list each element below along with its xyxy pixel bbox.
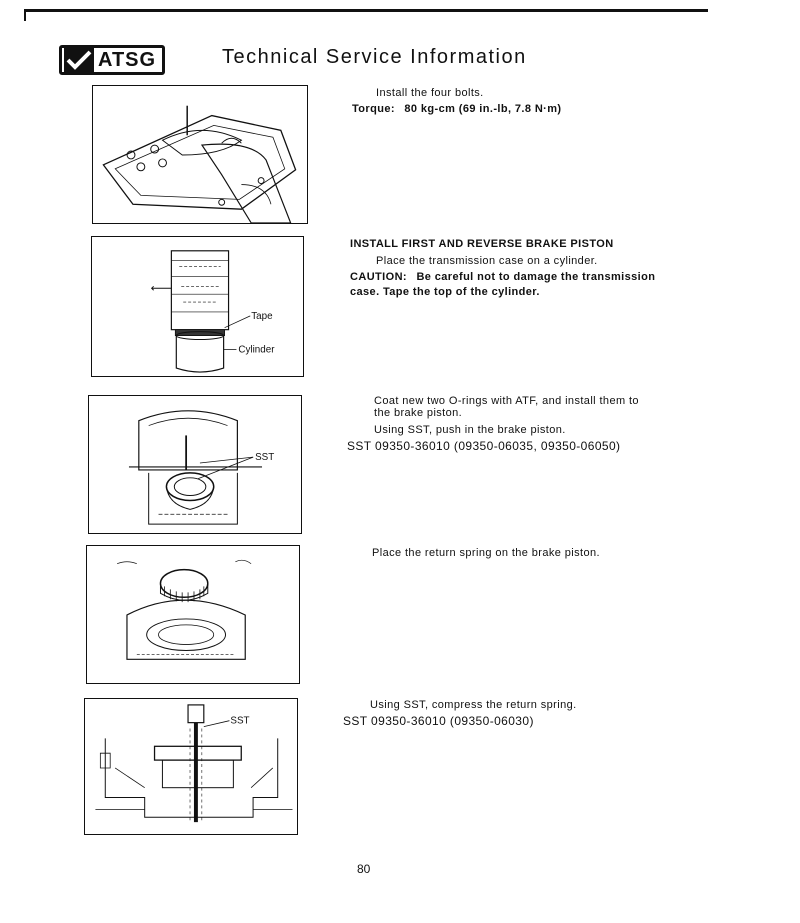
checkmark-flag-icon bbox=[64, 48, 94, 72]
sst-label-2: SST bbox=[230, 715, 250, 727]
step3-line4: SST 09350-36010 (09350-06035, 09350-06050) bbox=[347, 439, 621, 453]
step5-line1: Using SST, compress the return spring. bbox=[370, 699, 577, 711]
brake-piston-illustration bbox=[89, 396, 301, 533]
left-rule bbox=[24, 9, 26, 21]
step4-line1: Place the return spring on the brake piston. bbox=[372, 547, 600, 559]
figure-case-on-cylinder bbox=[91, 236, 304, 377]
step3-line2: the brake piston. bbox=[374, 407, 463, 419]
figure-install-bolts bbox=[92, 85, 308, 224]
torque-value: 80 kg-cm (69 in.-lb, 7.8 N·m) bbox=[404, 103, 562, 115]
caution-line2: case. Tape the top of the cylinder. bbox=[350, 286, 540, 298]
torque-label: Torque: bbox=[352, 103, 395, 115]
cylinder-illustration bbox=[92, 237, 303, 376]
caution-label: CAUTION: bbox=[350, 271, 407, 283]
compress-spring-illustration bbox=[85, 699, 297, 834]
figure-return-spring bbox=[86, 545, 300, 684]
step3-line1: Coat new two O-rings with ATF, and install them to bbox=[374, 395, 639, 407]
bolts-illustration bbox=[93, 86, 307, 223]
step2-line1: Place the transmission case on a cylinder. bbox=[376, 255, 598, 267]
step3-line3: Using SST, push in the brake piston. bbox=[374, 424, 566, 436]
top-rule bbox=[24, 9, 708, 12]
page-number: 80 bbox=[357, 862, 371, 876]
caution-line1 bbox=[350, 269, 655, 285]
step1-line1: Install the four bolts. bbox=[376, 87, 484, 99]
sst-label-1: SST bbox=[255, 452, 275, 464]
figure-compress-spring bbox=[84, 698, 298, 835]
tape-label: Tape bbox=[251, 310, 273, 322]
caution-text-1: Be careful not to damage the transmission bbox=[416, 271, 656, 283]
return-spring-illustration bbox=[87, 546, 299, 683]
section-heading: INSTALL FIRST AND REVERSE BRAKE PISTON bbox=[350, 238, 614, 250]
cylinder-label: Cylinder bbox=[238, 344, 275, 356]
torque-line bbox=[352, 101, 562, 117]
figure-push-piston bbox=[88, 395, 302, 534]
logo-text: ATSG bbox=[98, 48, 157, 71]
atsg-logo bbox=[59, 45, 165, 75]
step5-line2: SST 09350-36010 (09350-06030) bbox=[343, 714, 534, 728]
page-title: Technical Service Information bbox=[222, 46, 527, 68]
